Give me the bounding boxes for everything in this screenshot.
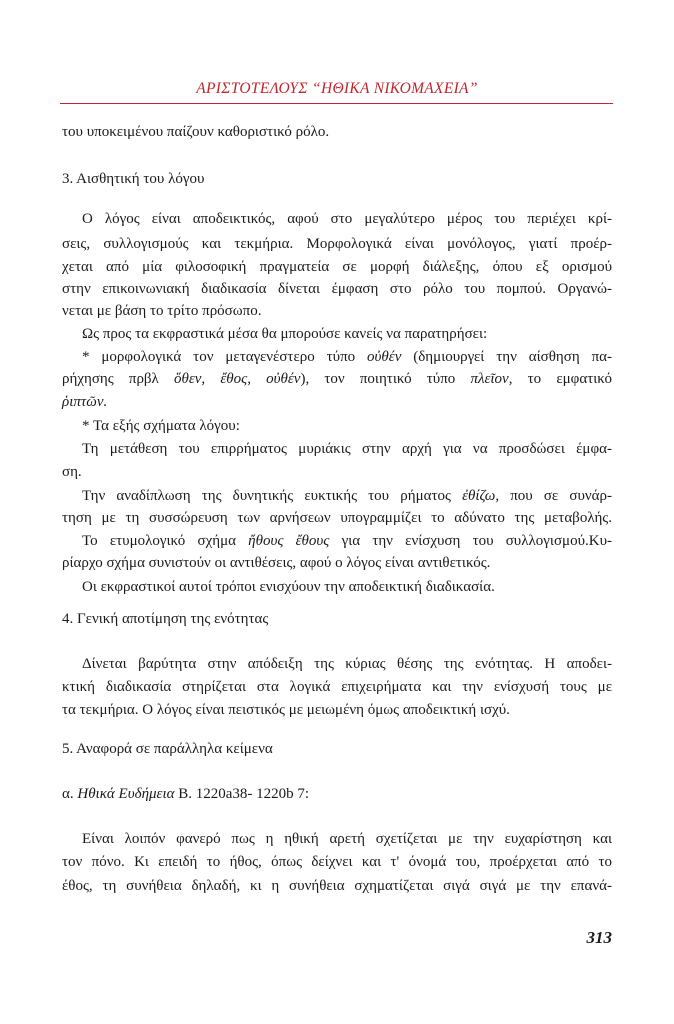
text-line	[62, 509, 612, 527]
text-segment: (δημιουργεί την αίσθηση πα-	[401, 349, 613, 365]
text-line	[82, 578, 612, 596]
page-number: 313	[586, 928, 612, 947]
text-line	[82, 440, 612, 458]
text-line	[62, 280, 612, 298]
text-line	[62, 877, 612, 895]
text-line	[62, 610, 612, 628]
text-segment: του υποκειμένου παίζουν καθοριστικό ρόλο.	[62, 124, 330, 140]
text-line	[62, 170, 612, 188]
text-segment: ση.	[62, 464, 82, 480]
text-line	[62, 740, 612, 758]
text-segment: * Τα εξής σχήματα λόγου:	[82, 418, 240, 434]
text-segment: ρίαρχο σχήμα συνιστούν οι αντιθέσεις, αφού ο λόγος είναι αντιθετικός.	[62, 555, 491, 571]
text-segment: , το εμφατικό	[508, 371, 612, 387]
text-segment: Οι εκφραστικοί αυτοί τρόποι ενισχύουν την αποδεικτική διαδικασία.	[82, 579, 495, 595]
text-line	[62, 370, 612, 388]
text-line	[82, 348, 612, 366]
text-line	[62, 258, 612, 276]
text-line	[62, 393, 612, 411]
text-line	[62, 123, 612, 141]
text-line	[62, 235, 612, 253]
text-line	[82, 487, 612, 505]
italic-text: οὐθέν	[367, 349, 402, 365]
italic-text: ἐθίζω	[462, 488, 496, 504]
text-line	[82, 210, 612, 228]
italic-text: πλεῖον	[470, 371, 509, 387]
text-segment: Ως προς τα εκφραστικά μέσα θα μπορούσε κανείς να παρατηρήσει:	[82, 326, 488, 342]
text-segment: Β. 1220a38- 1220b 7:	[174, 786, 310, 802]
text-segment: 4. Γενική αποτίμηση της ενότητας	[62, 611, 269, 627]
text-segment: 5. Αναφορά σε παράλληλα κείμενα	[62, 741, 273, 757]
text-segment: Τη μετάθεση του επιρρήματος μυριάκις στην αρχή για να προσδώσει έμφα-	[82, 441, 612, 457]
text-line	[62, 463, 612, 481]
header-rule	[60, 103, 613, 104]
text-segment: Δίνεται βαρύτητα στην απόδειξη της κύριας θέσης της ενότητας. Η αποδει-	[82, 656, 612, 672]
text-segment: , που σε συνάρ-	[495, 488, 612, 504]
text-segment: κτική διαδικασία στηρίζεται στα λογικά επιχειρήματα και την ενίσχυσή τους με	[62, 679, 612, 695]
text-line	[62, 302, 612, 320]
text-line	[82, 417, 612, 435]
text-segment: Ο λόγος είναι αποδεικτικός, αφού στο μεγαλύτερο μέρος του περιέχει κρί-	[82, 211, 612, 227]
text-line	[62, 554, 612, 572]
text-segment: Το ετυμολογικό σχήμα	[82, 533, 249, 549]
text-segment: τηση με τη συσσώρευση των αρνήσεων υπογραμμίζει το αδύνατο της μεταβολής.	[62, 510, 612, 526]
running-header: ΑΡΙΣΤΟΤΕΛΟΥΣ “ΗΘΙΚΑ ΝΙΚΟΜΑΧΕΙΑ”	[196, 80, 478, 97]
text-segment: χεται από μία φιλοσοφική πραγματεία σε μορφή διάλεξης, όπου εξ ορισμού	[62, 259, 612, 275]
text-line	[62, 701, 612, 719]
text-segment: α.	[62, 786, 78, 802]
text-line	[62, 853, 612, 871]
text-line	[82, 830, 612, 848]
italic-text: ῥιπτῶν.	[62, 394, 108, 410]
text-segment: τον πόνο. Κι επειδή το ήθος, όπως δείχνει και τ' όνομά του, προέρχεται από το	[62, 854, 612, 870]
text-segment: 3. Αισθητική του λόγου	[62, 171, 205, 187]
text-segment: στην επικοινωνιακή διαδικασία δίνεται έμφαση στο ρόλο του πομπού. Οργανώ-	[62, 281, 612, 297]
italic-text: ἤθους ἔθους	[248, 533, 330, 549]
text-segment: για την ενίσχυση του συλλογισμού.Κυ-	[329, 533, 613, 549]
text-line	[62, 678, 612, 696]
italic-text: Ηθικά Ευδήμεια	[77, 786, 175, 802]
text-segment: ρήχησης πρβλ	[62, 371, 174, 387]
text-segment: σεις, συλλογισμούς και τεκμήρια. Μορφολογικά είναι μονόλογος, γιατί προέρ-	[62, 236, 612, 252]
text-segment: νεται με βάση το τρίτο πρόσωπο.	[62, 303, 262, 319]
text-segment: ), τον ποιητικό τύπο	[300, 371, 471, 387]
text-line	[82, 325, 612, 343]
italic-text: ὅθεν, ἔθος, οὐθέν	[174, 371, 301, 387]
text-line	[62, 785, 612, 803]
text-line	[82, 655, 612, 673]
text-segment: τα τεκμήρια. Ο λόγος είναι πειστικός με μειωμένη όμως αποδεικτική ισχύ.	[62, 702, 510, 718]
text-segment: Είναι λοιπόν φανερό πως η ηθική αρετή σχετίζεται με την ευχαρίστηση και	[82, 831, 612, 847]
text-line	[82, 532, 612, 550]
text-segment: * μορφολογικά τον μεταγενέστερο τύπο	[82, 349, 368, 365]
text-segment: έθος, τη συνήθεια δηλαδή, κι η συνήθεια σχηματίζεται σιγά σιγά με την επανά-	[62, 878, 612, 894]
text-segment: Την αναδίπλωση της δυνητικής ευκτικής του ρήματος	[82, 488, 463, 504]
